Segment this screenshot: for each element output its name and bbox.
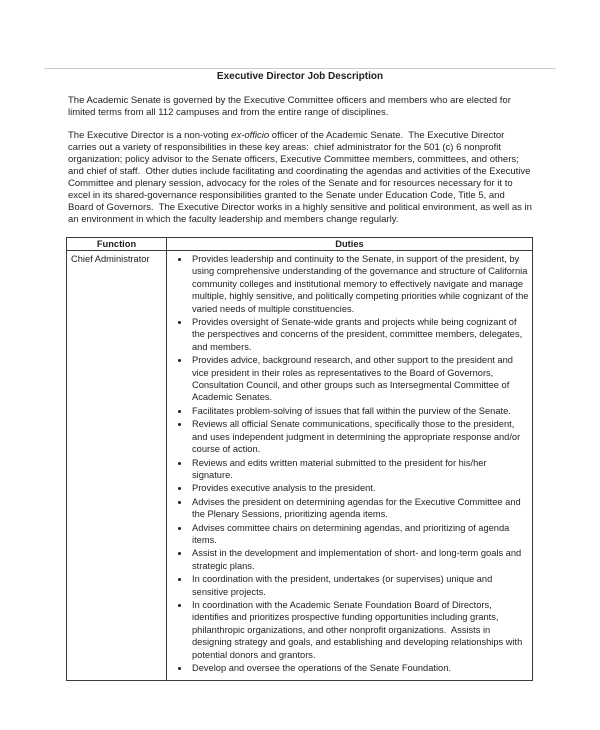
paragraph-overview-lead: The Executive Director is a non-voting	[68, 130, 232, 141]
duty-item: • In coordination with the president, undertakes (or supervises) unique and sensitive projects.	[190, 573, 529, 598]
paragraph-intro: The Academic Senate is governed by the Executive Committee officers and members who are elected for limited terms from all 112 campuses and from the entire range of disciplines.	[68, 95, 514, 118]
duties-cell	[167, 251, 533, 681]
document-content	[68, 71, 535, 681]
duties-list	[169, 253, 532, 674]
duty-item: • Provides leadership and continuity to the Senate, in support of the president, by using comprehensive understanding of the governance and structure of California community colleges and institutional memory to effectively navigate and manage multiple, highly sensitive, and politically competing priorities while cognizant of the varied needs of multiple constituencies.	[190, 253, 529, 315]
duty-item: • Reviews all official Senate communications, specifically those to the president, and uses independent judgment in determining the appropriate response and/or course of action.	[190, 418, 529, 455]
duty-item: • Facilitates problem-solving of issues that fall within the purview of the Senate.	[190, 405, 529, 417]
page-title: Executive Director Job Description	[216, 71, 384, 82]
duty-item: • Provides advice, background research, and other support to the president and vice president in their roles as representatives to the Board of Governors, Consultation Council, and other groups such as Intersegmental Committee of Academic Senates.	[190, 354, 529, 404]
table-header-row	[67, 238, 533, 251]
paragraph-overview-italic: ex-officio	[231, 130, 270, 141]
duty-item: • Assist in the development and implementation of short- and long-term goals and strategic plans.	[190, 547, 529, 572]
duty-item: • Develop and oversee the operations of the Senate Foundation.	[190, 662, 529, 674]
column-header-duties: Duties	[167, 238, 533, 251]
function-cell: Chief Administrator	[67, 251, 167, 681]
duty-item: • Advises committee chairs on determining agendas, and prioritizing of agenda items.	[190, 522, 529, 547]
duty-item: • Provides executive analysis to the president.	[190, 482, 529, 494]
table-row	[67, 251, 533, 681]
column-header-function: Function	[67, 238, 167, 251]
paragraph-overview	[68, 130, 535, 226]
duty-item: • In coordination with the Academic Senate Foundation Board of Directors, identifies and prioritizes prospective funding opportunities including grants, philanthropic organizations, and other nonprofit organizations. Assists in designing strategy and goals, and establishing and developing relationships with potential donors and grantors.	[190, 599, 529, 661]
duty-item: • Provides oversight of Senate-wide grants and projects while being cognizant of the perspectives and concerns of the president, committee members, delegates, and members.	[190, 316, 529, 353]
duty-item: • Reviews and edits written material submitted to the president for his/her signature.	[190, 457, 529, 482]
duties-table	[66, 237, 533, 681]
duty-item: • Advises the president on determining agendas for the Executive Committee and the Plenary Sessions, prioritizing agenda items.	[190, 496, 529, 521]
paragraph-overview-rest: officer of the Academic Senate. The Executive Director carries out a variety of responsibilities in these key areas: chief administrator for the 501 (c) 6 nonprofit organization; policy advisor to the Senate officers, Executive Committee members, committees, and others; and chief of staff. Other duties include facilitating and coordinating the agendas and activities of the Executive Committee and plenary session, advocacy for the roles of the Senate and for resources necessary for it to excel in its shared-governance responsibilities granted to the Senate under Education Code, Title 5, and Board of Governors. The Executive Director works in a highly sensitive and political environment, as well as in an environment in which the faculty leadership and members change regularly.	[68, 130, 535, 225]
header-divider-line	[44, 68, 556, 69]
